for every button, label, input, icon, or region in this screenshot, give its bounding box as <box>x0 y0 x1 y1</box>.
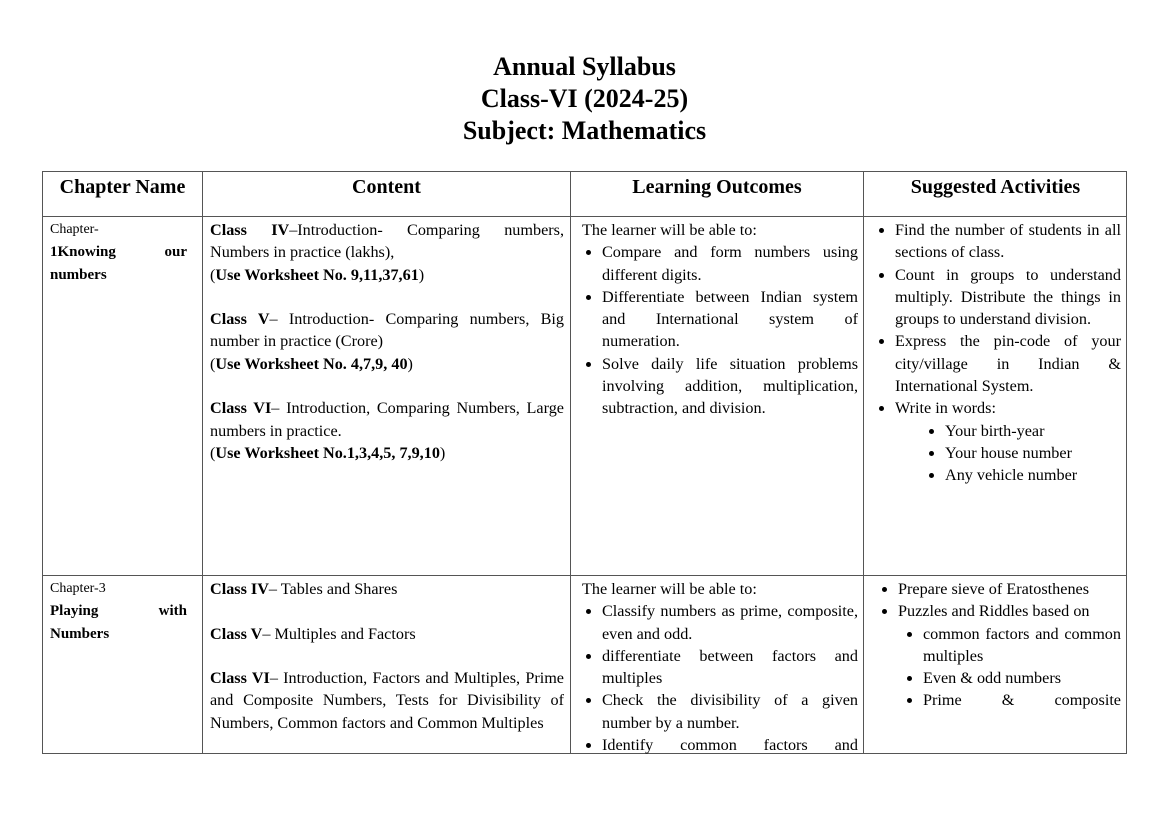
header-suggested-activities: Suggested Activities <box>910 176 1081 198</box>
list-item: • Prepare sieve of Eratosthenes <box>898 578 1121 600</box>
list-item: • common factors and common multiples <box>923 623 1121 668</box>
list-item: • Find the number of students in all sections of class. <box>895 219 1121 264</box>
list-item: • Even & odd numbers <box>923 667 1121 689</box>
list-item: • differentiate between factors and multiples <box>602 645 858 690</box>
list-item: • Compare and form numbers using different digits. <box>602 241 858 286</box>
list-item: • Write in words: <box>895 397 1121 419</box>
chapter-prefix: Chapter-3 <box>50 581 106 596</box>
outcomes-list <box>580 241 858 419</box>
list-item: • Identify common factors and <box>602 734 858 754</box>
row1-chapter <box>50 219 187 574</box>
column-divider <box>570 172 571 753</box>
chapter-prefix: Chapter- <box>50 222 99 237</box>
activities-list <box>873 578 1121 623</box>
outcomes-intro: The learner will be able to: <box>582 221 757 239</box>
list-item: • Your birth-year <box>945 420 1121 442</box>
list-item: • Express the pin-code of your city/village in Indian & International System. <box>895 330 1121 397</box>
header-learning-outcomes: Learning Outcomes <box>632 176 802 198</box>
column-divider <box>863 172 864 753</box>
list-item: • Any vehicle number <box>945 464 1121 486</box>
list-item: • Puzzles and Riddles based on <box>898 600 1121 622</box>
list-item: • Count in groups to understand multiply. Distribute the things in groups to understand division. <box>895 264 1121 331</box>
row-divider <box>43 575 1126 576</box>
row2-outcomes <box>580 578 858 754</box>
list-item: • Prime & composite <box>923 689 1121 711</box>
title-line-3: Subject: Mathematics <box>462 116 707 145</box>
header-chapter-name: Chapter Name <box>59 176 186 198</box>
row1-content <box>210 219 564 574</box>
row2-activities <box>873 578 1121 754</box>
content-item: Class IV– Tables and Shares <box>210 580 398 598</box>
list-item: • Solve daily life situation problems involving addition, multiplication, subtraction, and division. <box>602 353 858 420</box>
syllabus-table <box>42 171 1127 754</box>
row2-content <box>210 578 564 754</box>
chapter-name: Playing with Numbers <box>50 603 187 642</box>
chapter-name: 1Knowing our numbers <box>50 244 187 283</box>
content-item: Class VI– Introduction, Comparing Numbers, Large numbers in practice. (Use Worksheet No.1,3,4,5, 7,9,10) <box>210 399 564 462</box>
header-content: Content <box>352 176 421 198</box>
list-item: • Differentiate between Indian system and International system of numeration. <box>602 286 858 353</box>
outcomes-intro: The learner will be able to: <box>582 580 757 598</box>
activities-list <box>873 219 1121 420</box>
row2-chapter <box>50 578 187 754</box>
row1-outcomes <box>580 219 858 574</box>
content-item: Class V– Introduction- Comparing numbers, Big number in practice (Crore) (Use Worksheet No. 4,7,9, 40) <box>210 310 564 373</box>
activities-sublist <box>873 623 1121 712</box>
content-item: Class IV–Introduction- Comparing numbers, Numbers in practice (lakhs), (Use Worksheet No. 9,11,37,61) <box>210 221 564 284</box>
column-divider <box>202 172 203 753</box>
activities-sublist <box>873 420 1121 487</box>
content-item: Class VI– Introduction, Factors and Multiples, Prime and Composite Numbers, Tests for Divisibility of Numbers, Common factors and Common Multiples <box>210 669 564 732</box>
title-line-1: Annual Syllabus <box>493 52 676 81</box>
list-item: • Check the divisibility of a given number by a number. <box>602 689 858 734</box>
document-title <box>0 51 1169 147</box>
outcomes-list <box>580 600 858 754</box>
content-item: Class V– Multiples and Factors <box>210 624 416 643</box>
row1-activities <box>873 219 1121 574</box>
title-line-2: Class-VI (2024-25) <box>480 84 689 113</box>
list-item: • Classify numbers as prime, composite, even and odd. <box>602 600 858 645</box>
list-item: • Your house number <box>945 442 1121 464</box>
